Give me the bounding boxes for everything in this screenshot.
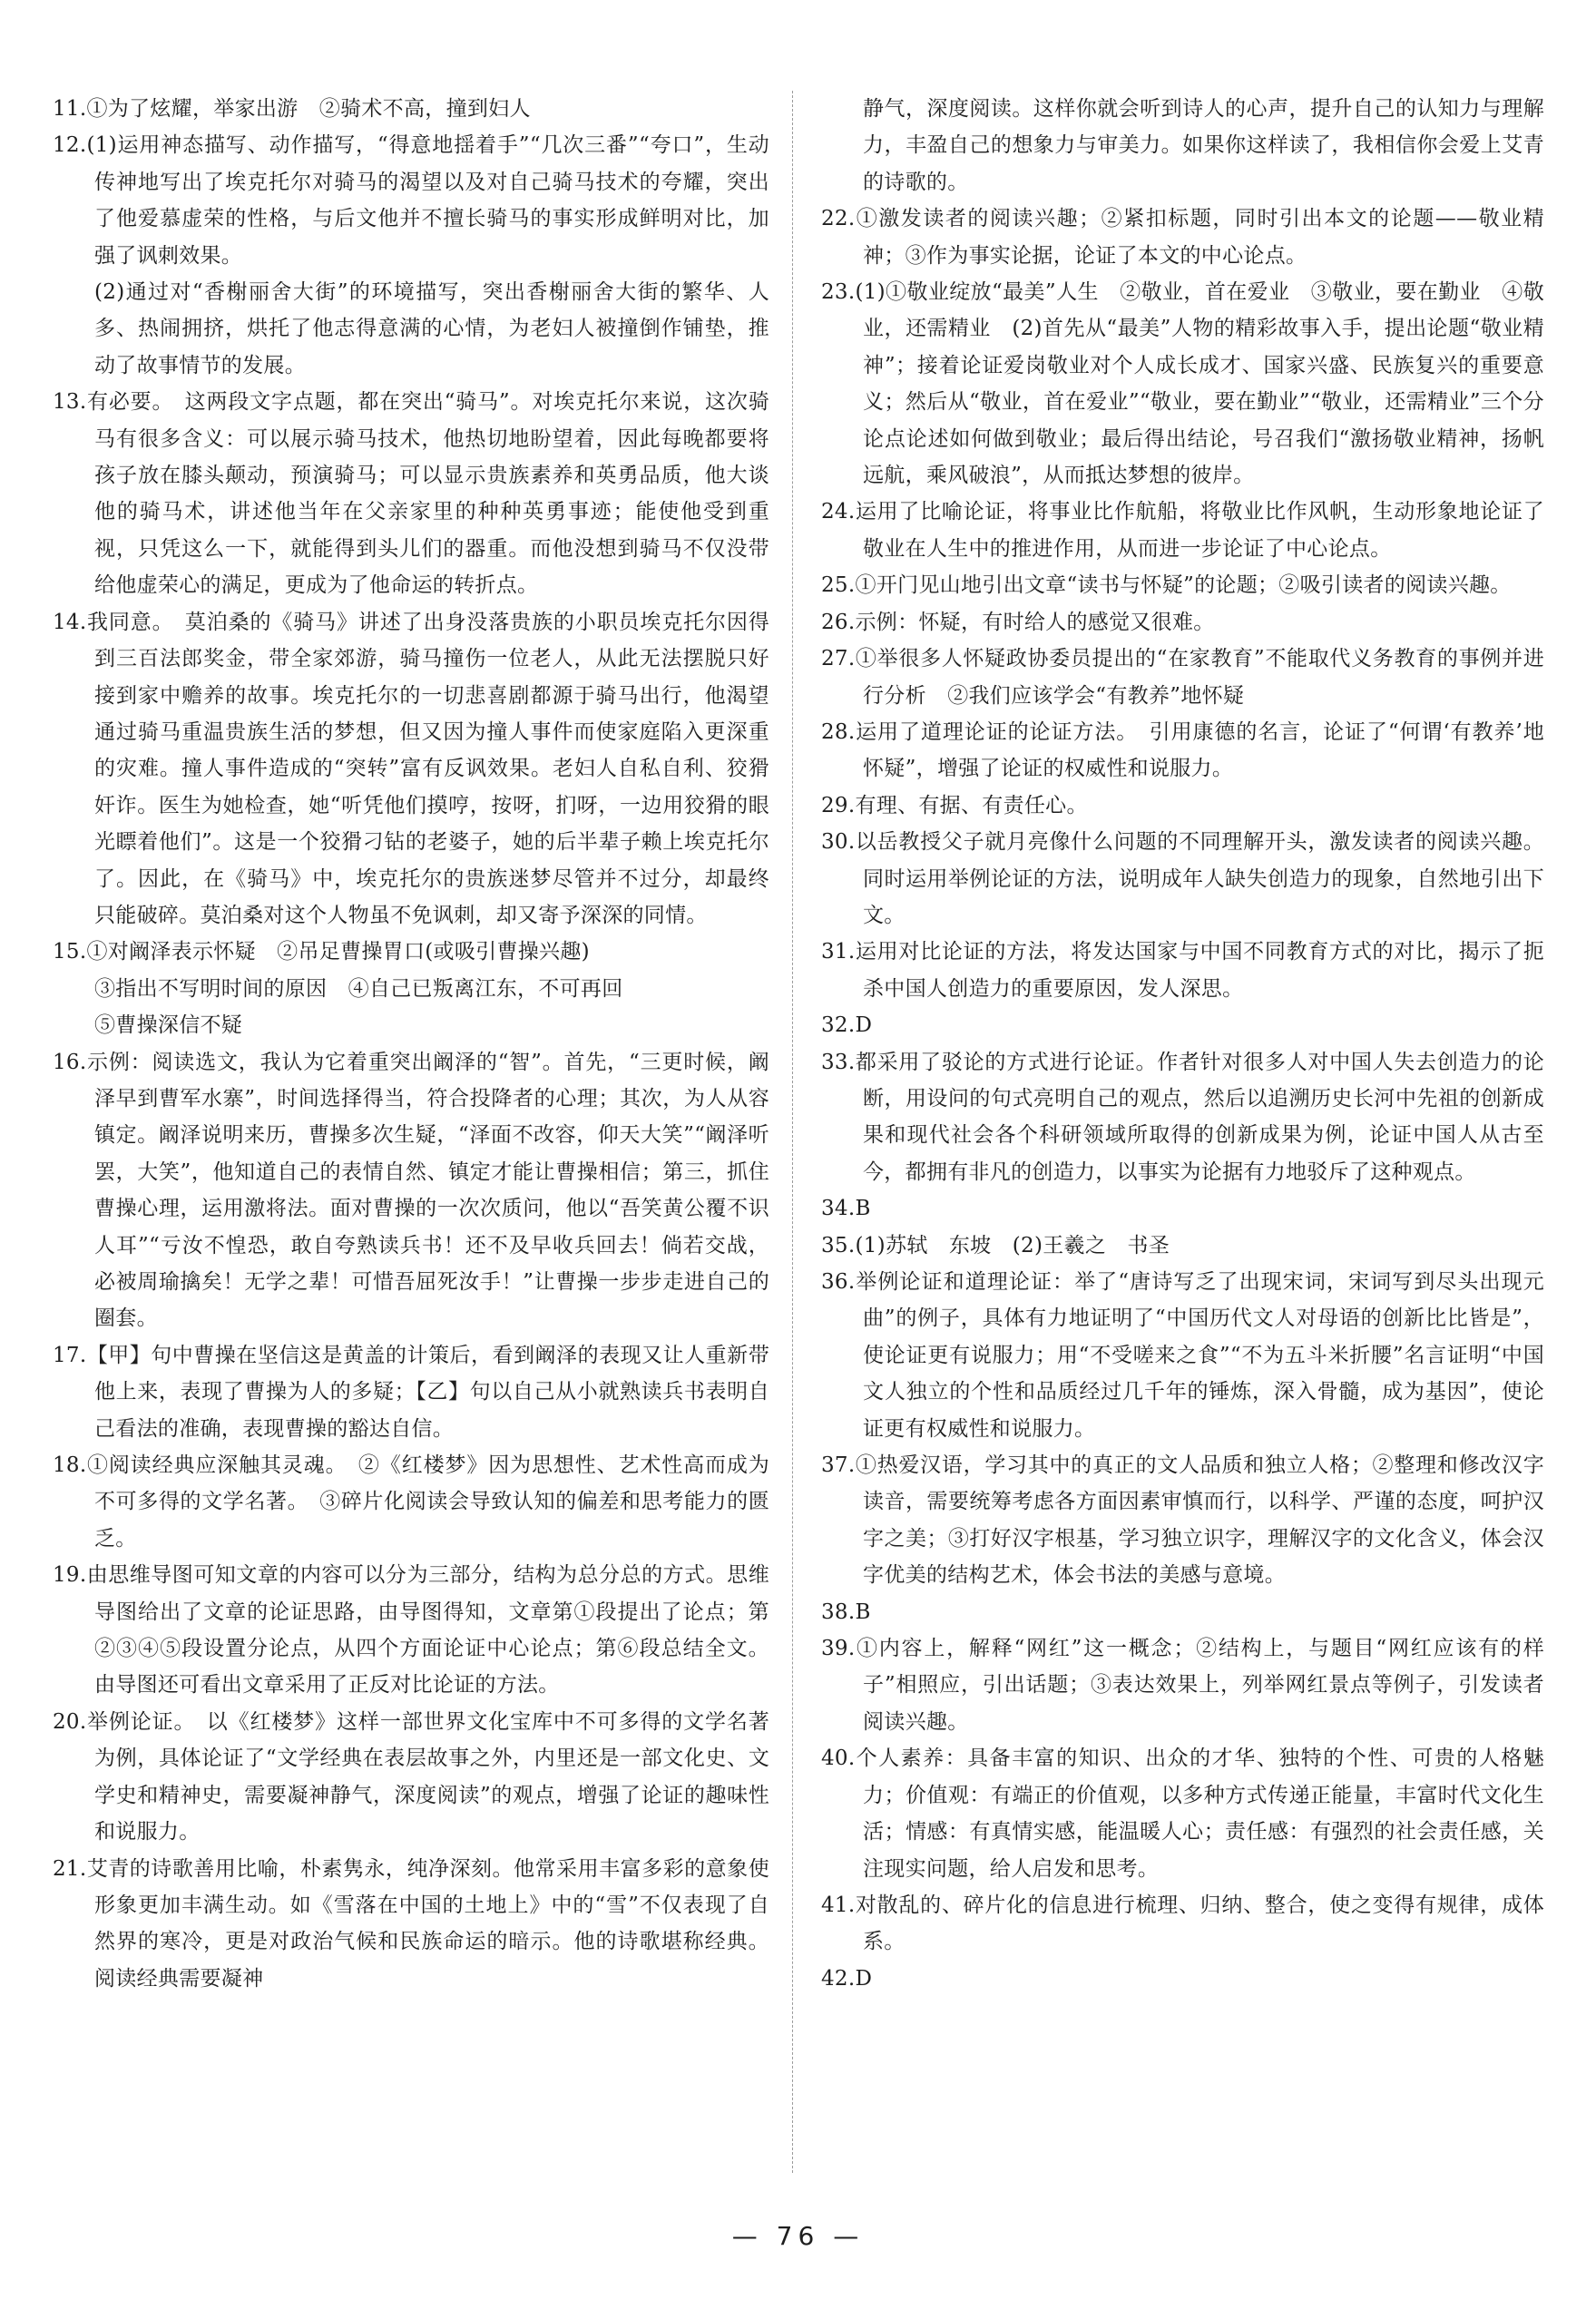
answer-13: 13.有必要。 这两段文字点题，都在突出“骑马”。对埃克托尔来说，这次骑马有很多含义：可以展示骑马技术，他热切地盼望着，因此每晚都要将孩子放在膝头颠动，预演骑马；可以显示贵族素养和英勇品质，他大谈他的骑马术，讲述他当年在父亲家里的种种英勇事迹；能使他受到重视，只凭这么一下，就能得到头儿们的器重。而他没想到骑马不仅没带给他虚荣心的满足，更成为了他命运的转折点。 [53, 390, 769, 598]
answer-16: 16.示例：阅读选文，我认为它着重突出阚泽的“智”。首先，“三更时候，阚泽早到曹军水寨”，时间选择得当，符合投降者的心理；其次，为人从容镇定。阚泽说明来历，曹操多次生疑，“泽面不改容，仰天大笑”“阚泽听罢，大笑”，他知道自己的表情自然、镇定才能让曹操相信；第三，抓住曹操心理，运用激将法。面对曹操的一次次质问，他以“吾笑黄公覆不识人耳”“亏汝不惶恐，敢自夸熟读兵书！还不及早收兵回去！倘若交战，必被周瑜擒矣！无学之辈！可惜吾屈死汝手！”让曹操一步步走进自己的圈套。 [53, 1050, 769, 1331]
answer-33: 33.都采用了驳论的方式进行论证。作者针对很多人对中国人失去创造力的论断，用设问的句式亮明自己的观点，然后以追溯历史长河中先祖的创新成果和现代社会各个科研领域所取得的创新成果为例，论证中国人从古至今，都拥有非凡的创造力，以事实为论据有力地驳斥了这种观点。 [821, 1050, 1544, 1184]
answer-18: 18.①阅读经典应深触其灵魂。 ②《红楼梦》因为思想性、艺术性高而成为不可多得的文学名著。 ③碎片化阅读会导致认知的偏差和思考能力的匮乏。 [53, 1453, 769, 1551]
answer-14: 14.我同意。 莫泊桑的《骑马》讲述了出身没落贵族的小职员埃克托尔因得到三百法郎奖金，带全家郊游，骑马撞伤一位老人，从此无法摆脱只好接到家中赡养的故事。埃克托尔的一切悲喜剧都源于骑马出行，他渴望通过骑马重温贵族生活的梦想，但又因为撞人事件而使家庭陷入更深重的灾难。撞人事件造成的“突转”富有反讽效果。老妇人自私自利、狡猾奸诈。医生为她检查，她“听凭他们摸哼，按呀，扪呀，一边用狡猾的眼光瞟着他们”。这是一个狡猾刁钻的老婆子，她的后半辈子赖上埃克托尔了。因此，在《骑马》中，埃克托尔的贵族迷梦尽管并不过分，却最终只能破碎。莫泊桑对这个人物虽不免讽刺，却又寄予深深的同情。 [53, 610, 769, 927]
answer-30: 30.以岳教授父子就月亮像什么问题的不同理解开头，激发读者的阅读兴趣。同时运用举例论证的方法，说明成年人缺失创造力的现象，自然地引出下文。 [821, 830, 1544, 927]
answer-24: 24.运用了比喻论证，将事业比作航船，将敬业比作风帆，生动形象地论证了敬业在人生中的推进作用，从而进一步论证了中心论点。 [821, 500, 1544, 561]
left-column [53, 91, 769, 1997]
right-column [821, 91, 1544, 1997]
answer-12: 12.(1)运用神态描写、动作描写，“得意地揺着手”“几次三番”“夸口”，生动传神地写出了埃克托尔对骑马的渴望以及对自己骑马技术的夸耀，突出了他爱慕虚荣的性格，与后文他并不擅长骑马的事实形成鲜明对比，加强了讽刺效果。 [53, 133, 769, 268]
answer-15-line2: ③指出不写明时间的原因 ④自己已叛离江东，不可再回 [94, 976, 623, 1001]
answer-21-continued: 静气，深度阅读。这样你就会听到诗人的心声，提升自己的认知力与理解力，丰盈自己的想象力与审美力。如果你这样读了，我相信你会爱上艾青的诗歌的。 [863, 97, 1544, 194]
answer-35: 35.(1)苏轼 东坡 (2)王羲之 书圣 [821, 1233, 1170, 1257]
answer-34: 34.B [821, 1197, 871, 1221]
answer-17: 17.【甲】句中曹操在坚信这是黄盖的计策后，看到阚泽的表现又让人重新带他上来，表现了曹操为人的多疑；【乙】句以自己从小就熟读兵书表明自己看法的准确，表现曹操的豁达自信。 [53, 1343, 769, 1441]
answer-36: 36.举例论证和道理论证：举了“唐诗写乏了出现宋词，宋词写到尽头出现元曲”的例子，具体有力地证明了“中国历代文人对母语的创新比比皆是”，使论证更有说服力；用“不受嗟来之食”“不为五斗米折腰”名言证明“中国文人独立的个性和品质经过几千年的锤炼，深入骨髓，成为基因”，使论证更有权威性和说服力。 [821, 1270, 1544, 1441]
answer-28: 28.运用了道理论证的论证方法。 引用康德的名言，论证了“何谓‘有教养’地怀疑”，增强了论证的权威性和说服力。 [821, 719, 1544, 781]
answer-31: 31.运用对比论证的方法，将发达国家与中国不同教育方式的对比，揭示了扼杀中国人创造力的重要原因，发人深思。 [821, 940, 1544, 1001]
answer-22: 22.①激发读者的阅读兴趣；②紧扣标题，同时引出本文的论题——敬业精神；③作为事实论据，论证了本文的中心论点。 [821, 207, 1544, 268]
answer-27: 27.①举很多人怀疑政协委员提出的“在家教育”不能取代义务教育的事例并进行分析 ②我们应该学会“有教养”地怀疑 [821, 647, 1544, 708]
answer-38: 38.B [821, 1600, 871, 1624]
answer-15: 15.①对阚泽表示怀疑 ②吊足曹操胃口(或吸引曹操兴趣) [53, 940, 590, 964]
column-divider [792, 91, 793, 2173]
answer-40: 40.个人素养：具备丰富的知识、出众的才华、独特的个性、可贵的人格魅力；价值观：有端正的价值观，以多种方式传递正能量，丰富时代文化生活；情感：有真情实感，能温暖人心；责任感：有强烈的社会责任感，关注现实问题，给人启发和思考。 [821, 1747, 1544, 1881]
answer-42: 42.D [821, 1966, 873, 1991]
answer-11: 11.①为了炫耀，举家出游 ②骑术不高，撞到妇人 [53, 97, 531, 121]
answer-37: 37.①热爱汉语，学习其中的真正的文人品质和独立人格；②整理和修改汉字读音，需要统筹考虑各方面因素审慎而行，以科学、严谨的态度，呵护汉字之美；③打好汉字根基，学习独立识字，理解汉字的文化含义，体会汉字优美的结构艺术，体会书法的美感与意境。 [821, 1453, 1544, 1588]
answer-21: 21.艾青的诗歌善用比喻，朴素隽永，纯净深刻。他常采用丰富多彩的意象使形象更加丰满生动。如《雪落在中国的土地上》中的“雪”不仅表现了自然界的寒冷，更是对政治气候和民族命运的暗示。他的诗歌堪称经典。阅读经典需要凝神 [53, 1856, 769, 1991]
answer-25: 25.①开门见山地引出文章“读书与怀疑”的论题；②吸引读者的阅读兴趣。 [821, 573, 1512, 598]
answer-15-line3: ⑤曹操深信不疑 [94, 1013, 243, 1038]
answer-19: 19.由思维导图可知文章的内容可以分为三部分，结构为总分总的方式。思维导图给出了文章的论证思路，由导图得知，文章第①段提出了论点；第②③④⑤段设置分论点，从四个方面论证中心论点；第⑥段总结全文。由导图还可看出文章采用了正反对比论证的方法。 [53, 1563, 769, 1698]
answer-20: 20.举例论证。 以《红楼梦》这样一部世界文化宝库中不可多得的文学名著为例，具体论证了“文学经典在表层故事之外，内里还是一部文化史、文学史和精神史，需要凝神静气，深度阅读”的观点，增强了论证的趣味性和说服力。 [53, 1709, 769, 1844]
answer-12-part2: (2)通过对“香榭丽舍大街”的环境描写，突出香榭丽舍大街的繁华、人多、热闹拥挤，烘托了他志得意满的心情，为老妇人被撞倒作铺垫，推动了故事情节的发展。 [94, 280, 769, 377]
answer-26: 26.示例：怀疑，有时给人的感觉又很难。 [821, 610, 1215, 634]
answer-32: 32.D [821, 1013, 873, 1038]
answer-23: 23.(1)①敬业绽放“最美”人生 ②敬业，首在爱业 ③敬业，要在勤业 ④敬业，还需精业 (2)首先从“最美”人物的精彩故事入手，提出论题“敬业精神”；接着论证爱岗敬业对个人成长成才、国家兴盛、民族复兴的重要意义；然后从“敬业，首在爱业”“敬业，要在勤业”“敬业，还需精业”三个分论点论述如何做到敬业；最后得出结论，号召我们“激扬敬业精神，扬帆远航，乘风破浪”，从而抵达梦想的彼岸。 [821, 280, 1544, 488]
page-number: — 76 — [731, 2221, 865, 2251]
answer-39: 39.①内容上，解释“网红”这一概念；②结构上，与题目“网红应该有的样子”相照应，引出话题；③表达效果上，列举网红景点等例子，引发读者阅读兴趣。 [821, 1637, 1544, 1734]
answer-41: 41.对散乱的、碎片化的信息进行梳理、归纳、整合，使之变得有规律，成体系。 [821, 1893, 1544, 1954]
answer-29: 29.有理、有据、有责任心。 [821, 793, 1088, 817]
